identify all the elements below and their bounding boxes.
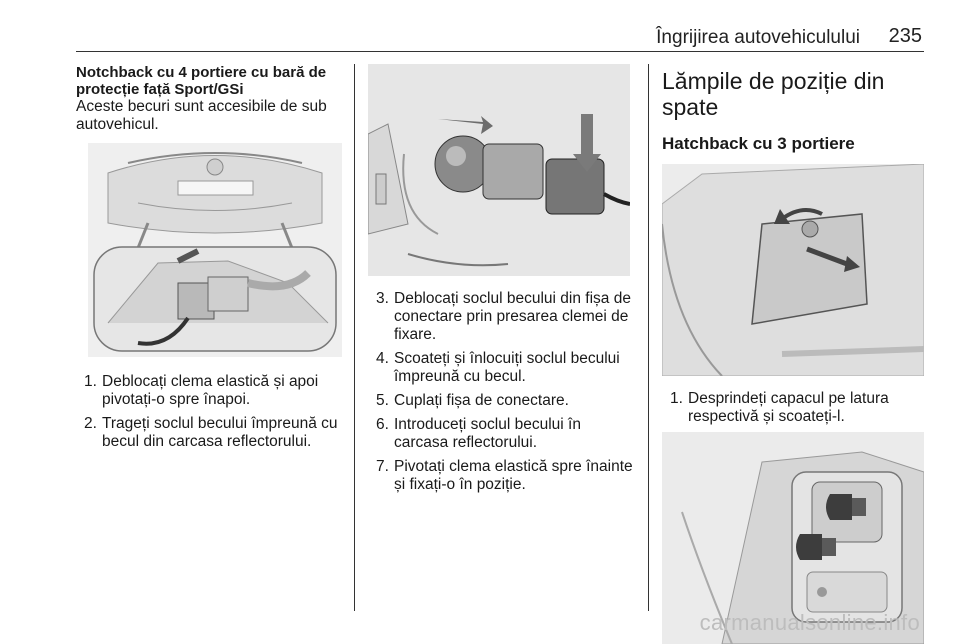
step-item: 4. Scoateți și înlocuiți soclul becului împreună cu becul. (376, 350, 620, 385)
trunk-cover-drawing (662, 164, 924, 376)
column-divider-2 (648, 64, 649, 611)
bulb-socket-illustration (368, 64, 630, 276)
step-item: 7. Pivotați clema elastică spre înainte și fixați-o în poziție. (376, 458, 633, 493)
header-title: Îngrijirea autovehiculului (656, 27, 860, 48)
step-item: 5. Cuplați fișa de conectare. (376, 392, 569, 409)
watermark: carmanualsonline.info (699, 610, 920, 635)
variant-subheading: Notchback cu 4 portiere cu bară de protecție față Sport/GSi (76, 64, 327, 98)
section-title: Lămpile de poziție din spate (662, 68, 885, 120)
bulb-socket-drawing (368, 64, 630, 276)
column-2 (368, 64, 633, 500)
column-1 (76, 64, 342, 457)
steps-list-col2 (368, 290, 633, 494)
page-number: 235 (888, 25, 922, 47)
step-item: 1. Desprindeți capacul pe latura respectivă și scoateți-l. (670, 390, 889, 425)
section-subtitle: Hatchback cu 3 portiere (662, 134, 855, 153)
front-bumper-illustration (88, 143, 342, 357)
header-rule (76, 51, 924, 52)
trunk-cover-illustration (662, 164, 924, 376)
step-item: 2. Trageți soclul becului împreună cu becul din carcasa reflectorului. (84, 415, 338, 450)
steps-list-col3 (662, 390, 926, 426)
front-bumper-drawing (88, 143, 342, 357)
step-item: 6. Introduceți soclul becului în carcasa reflectorului. (376, 416, 581, 451)
steps-list-col1 (76, 373, 342, 451)
step-item: 1. Deblocați clema elastică și apoi pivotați-o spre înapoi. (84, 373, 319, 408)
column-3 (662, 64, 926, 644)
intro-text: Aceste becuri sunt accesibile de sub autovehicul. (76, 98, 327, 133)
step-item: 3. Deblocați soclul becului din fișa de conectare prin presarea clemei de fixare. (376, 290, 631, 343)
column-divider-1 (354, 64, 355, 611)
